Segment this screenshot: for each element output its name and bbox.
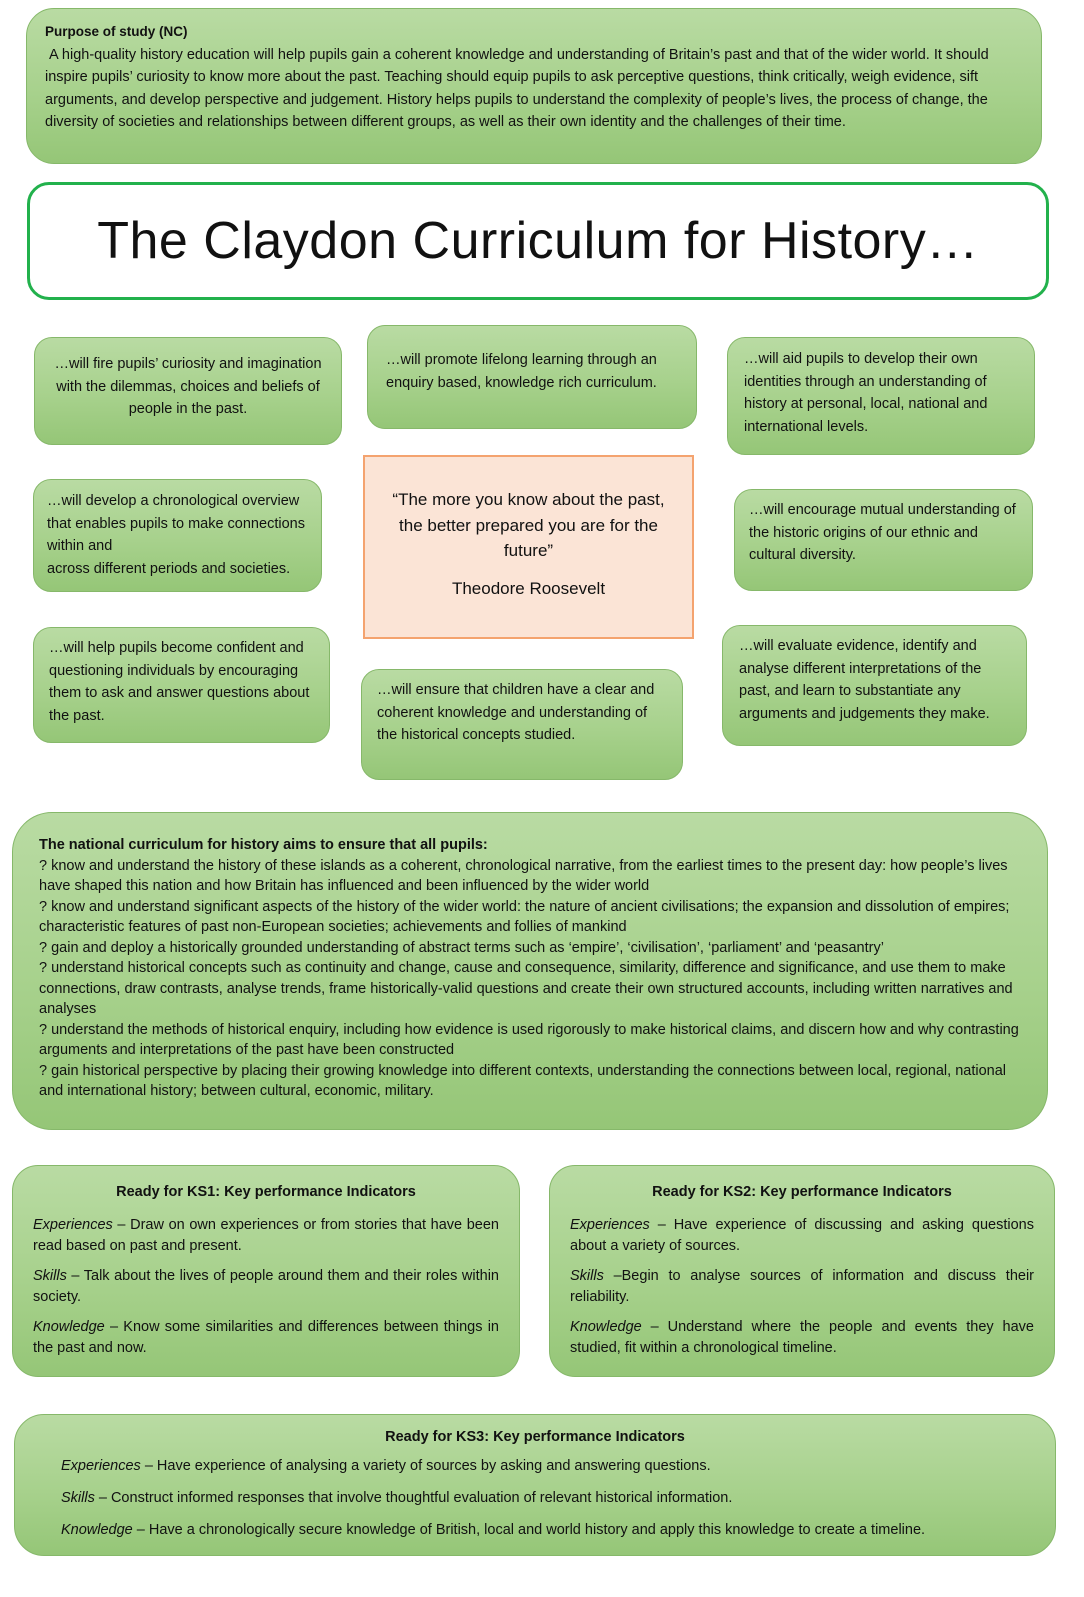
ks2-knowledge-label: Knowledge (570, 1319, 642, 1335)
ks2-knowledge-text: – Understand where the people and events they have studied, fit within a chronological timeline. (570, 1319, 1034, 1356)
aim-box-chronological (33, 479, 322, 592)
ks3-knowledge (61, 1520, 1009, 1541)
ks3-knowledge-text: – Have a chronologically secure knowledge of British, local and world history and apply this knowledge to create a timeline. (132, 1522, 926, 1538)
nc-aim-item: ? know and understand significant aspects of the history of the wider world: the nature of ancient civilisations; the expansion and dissolution of empires; characteristic features of past non-European societies; achievements and follies of mankind (39, 898, 1010, 935)
aim-text: …will aid pupils to develop their own identities through an understanding of history at personal, local, national and international levels. (744, 351, 988, 435)
ks2-experiences-text: – Have experience of discussing and asking questions about a variety of sources. (570, 1217, 1034, 1254)
aim-text: …will encourage mutual understanding of the historic origins of our ethnic and cultural diversity. (749, 502, 1016, 563)
quote-box (363, 455, 694, 639)
aim-box-identities (727, 337, 1035, 455)
ks1-experiences-label: Experiences (33, 1217, 113, 1233)
national-curriculum-panel (12, 812, 1048, 1130)
aim-text: …will promote lifelong learning through an enquiry based, knowledge rich curriculum. (386, 352, 657, 391)
ks2-experiences (570, 1215, 1034, 1257)
nc-aim-item: ? understand the methods of historical enquiry, including how evidence is used rigorously to make historical claims, and discern how and why contrasting arguments and interpretations of the past have been constructed (39, 1021, 1019, 1058)
aim-text: …will develop a chronological overview that enables pupils to make connections within and (47, 493, 305, 554)
national-curriculum-heading: The national curriculum for history aims to ensure that all pupils: (39, 837, 488, 853)
ks1-knowledge-label: Knowledge (33, 1319, 105, 1335)
ks1-skills-label: Skills (33, 1268, 67, 1284)
ks3-knowledge-label: Knowledge (61, 1522, 133, 1538)
aim-box-curiosity (34, 337, 342, 445)
aim-text: …will ensure that children have a clear and coherent knowledge and understanding of the historical concepts studied. (377, 682, 655, 743)
aim-text: …will fire pupils’ curiosity and imagination with the dilemmas, choices and beliefs of people in the past. (54, 356, 322, 417)
ks1-experiences-text: – Draw on own experiences or from stories that have been read based on past and present. (33, 1217, 544, 1254)
ks1-indicators-panel (12, 1165, 544, 1377)
page-title-box (27, 182, 1049, 300)
ks1-skills-text: – Talk about the lives of people around them and their roles within society. (33, 1268, 499, 1305)
nc-aim-item: ? know and understand the history of these islands as a coherent, chronological narrative, from the earliest times to the present day: how people’s lives have shaped this nation and how Britain has influenced and been influenced by the wider world (39, 857, 1008, 894)
ks3-heading: Ready for KS3: Key performance Indicators (385, 1429, 685, 1445)
aim-box-mutual-understanding (734, 489, 1033, 591)
nc-aim-item: ? gain historical perspective by placing their growing knowledge into different contexts, understanding the connections between local, regional, national and international history; between cultural, economic, military. (39, 1062, 1007, 1099)
page-title: The Claydon Curriculum for History… (97, 212, 979, 270)
ks3-experiences-label: Experiences (61, 1458, 141, 1474)
ks1-experiences (33, 1215, 544, 1257)
aim-text-continued: across different periods and societies. (47, 560, 291, 577)
ks2-knowledge (570, 1317, 1034, 1359)
ks2-experiences-label: Experiences (570, 1217, 650, 1233)
aim-text: …will help pupils become confident and questioning individuals by encouraging them to ask and answer questions about the past. (49, 640, 310, 724)
aim-text: …will evaluate evidence, identify and analyse different interpretations of the past, and learn to substantiate any arguments and judgements they make. (739, 638, 990, 722)
ks3-skills-text: – Construct informed responses that involve thoughtful evaluation of relevant historical information. (94, 1490, 733, 1506)
aim-box-confident-individuals (33, 627, 330, 743)
ks2-skills (570, 1266, 1034, 1308)
ks1-knowledge (33, 1317, 499, 1359)
ks2-heading: Ready for KS2: Key performance Indicators (652, 1184, 952, 1200)
aim-box-evaluate-evidence (722, 625, 1027, 746)
purpose-of-study-panel (26, 8, 1042, 164)
aim-box-historical-concepts (361, 669, 683, 780)
aim-box-lifelong-learning (367, 325, 697, 429)
ks2-skills-text: –Begin to analyse sources of information and discuss their reliability. (570, 1268, 1034, 1305)
ks1-knowledge-text: – Know some similarities and differences between things in the past and now. (33, 1319, 499, 1356)
ks3-experiences-text: – Have experience of analysing a variety of sources by asking and answering questions. (140, 1458, 711, 1474)
ks2-skills-label: Skills (570, 1268, 604, 1284)
ks3-experiences (61, 1456, 1009, 1477)
nc-aim-item: ? understand historical concepts such as continuity and change, cause and consequence, similarity, difference and significance, and use them to make connections, draw contrasts, analyse trends, frame historically-valid questions and create their own structured accounts, including written narratives and analyses (39, 960, 1013, 1017)
ks1-heading: Ready for KS1: Key performance Indicators (116, 1184, 416, 1200)
ks3-indicators-panel (14, 1414, 1056, 1556)
purpose-heading: Purpose of study (NC) (45, 24, 188, 39)
quote-author: Theodore Roosevelt (451, 578, 606, 598)
quote-text: “The more you know about the past, the better prepared you are for the future” (392, 490, 665, 560)
ks1-skills (33, 1266, 499, 1308)
purpose-text: A high-quality history education will help pupils gain a coherent knowledge and understanding of Britain’s past and that of the wider world. It should inspire pupils’ curiosity to know more about the past. Teaching should equip pupils to ask perceptive questions, think critically, weigh evidence, sift arguments, and develop perspective and judgement. History helps pupils to understand the complexity of people’s lives, the process of change, the diversity of societies and relationships between different groups, as well as their own identity and the challenges of their time. (45, 46, 993, 130)
ks3-skills-label: Skills (61, 1490, 95, 1506)
ks3-skills (61, 1488, 1009, 1509)
nc-aim-item: ? gain and deploy a historically grounded understanding of abstract terms such as ‘empire’, ‘civilisation’, ‘parliament’ and ‘peasantry’ (39, 939, 884, 956)
ks2-indicators-panel (549, 1165, 1055, 1377)
